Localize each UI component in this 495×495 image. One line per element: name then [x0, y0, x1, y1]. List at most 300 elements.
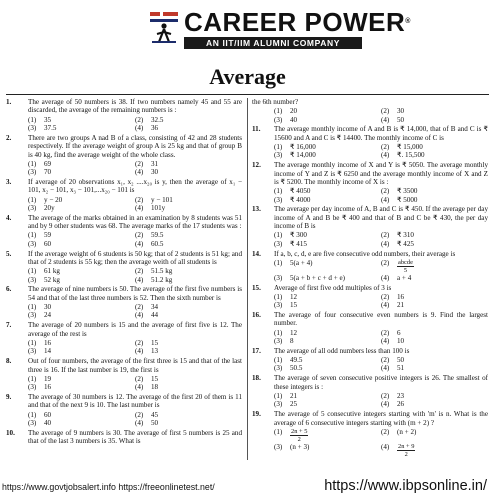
option[interactable]	[28, 160, 135, 168]
option[interactable]	[381, 301, 488, 309]
option-value: 50	[397, 115, 405, 124]
option-label: (3)	[274, 442, 283, 451]
option-value: 32.5	[151, 115, 164, 124]
option-label: (4)	[135, 383, 144, 392]
column-divider	[247, 98, 248, 460]
option[interactable]	[135, 124, 242, 132]
option[interactable]	[135, 116, 242, 124]
option-value: ₹ 415	[290, 239, 307, 248]
option-label: (2)	[381, 107, 390, 116]
option-value: 34	[151, 303, 159, 312]
question-options	[6, 375, 242, 392]
option[interactable]	[381, 400, 488, 408]
option-value: 12	[290, 292, 298, 301]
option[interactable]	[135, 347, 242, 355]
question	[6, 178, 242, 195]
option[interactable]	[135, 204, 242, 212]
question-number: 10.	[6, 428, 15, 437]
option-value: 30	[397, 107, 405, 116]
question-options	[252, 143, 488, 160]
option[interactable]	[28, 383, 135, 391]
option-value: 35	[44, 115, 52, 124]
option[interactable]	[135, 419, 242, 427]
option[interactable]	[381, 356, 488, 364]
option-label: (4)	[135, 311, 144, 320]
question-text: The average of seven consecutive positive integers is 26. The smallest of these integers is :	[274, 374, 488, 391]
option-value: ₹ 15,000	[397, 143, 423, 152]
option-label: (3)	[28, 239, 37, 248]
question-options	[252, 231, 488, 248]
option-label: (4)	[135, 347, 144, 356]
option-value: 30	[151, 168, 159, 177]
question	[6, 429, 242, 446]
option-value: 51.2 kg	[151, 275, 173, 284]
option[interactable]	[28, 419, 135, 427]
option-value: 13	[151, 347, 159, 356]
option-label: (4)	[135, 204, 144, 213]
option-value: 36	[151, 124, 159, 133]
question-number: 1.	[6, 98, 12, 106]
option-label: (3)	[28, 311, 37, 320]
option-value: 15	[151, 374, 159, 383]
question-number: 4.	[6, 213, 12, 222]
option[interactable]	[135, 311, 242, 319]
option-value: 16	[44, 338, 52, 347]
option[interactable]	[135, 411, 242, 419]
option[interactable]	[381, 107, 488, 115]
option-value: 31	[151, 159, 159, 168]
q14-options	[252, 259, 488, 282]
option-value: ₹ 4050	[290, 187, 311, 196]
option[interactable]	[28, 303, 135, 311]
option-label: (3)	[28, 383, 37, 392]
option-value: 40	[44, 418, 52, 427]
question-text: The average of 50 numbers is 38. If two numbers namely 45 and 55 are discarded, the average of the remaining numbers is :	[28, 98, 242, 115]
option[interactable]	[381, 364, 488, 372]
option-label: (3)	[274, 239, 283, 248]
option-label: (1)	[28, 374, 37, 383]
option[interactable]	[28, 339, 135, 347]
title-divider	[6, 94, 489, 95]
option-label: (1)	[28, 338, 37, 347]
question	[252, 374, 488, 391]
option-label: (1)	[274, 258, 283, 267]
option-value: 6	[397, 328, 401, 337]
option-value: 30	[44, 303, 52, 312]
option[interactable]	[28, 347, 135, 355]
option[interactable]	[381, 231, 488, 239]
option-label: (2)	[381, 143, 390, 152]
option[interactable]	[135, 303, 242, 311]
option[interactable]	[28, 196, 135, 204]
fraction-denominator: 2	[297, 435, 301, 443]
option[interactable]	[274, 329, 381, 337]
option[interactable]	[274, 337, 381, 345]
page-title: Average	[209, 64, 286, 89]
option-value: 23	[397, 391, 405, 400]
question-text: If a, b, c, d, e are five consecutive odd numbers, their average is	[274, 249, 456, 258]
question	[252, 410, 488, 427]
question-text: The average monthly income of A and B is ₹ 14,000, that of B and C is ₹ 15600 and A and C is ₹ 14400. The monthly income of C is	[274, 125, 488, 142]
option-value: ₹ 310	[397, 231, 414, 240]
question	[6, 214, 242, 231]
question-options	[6, 339, 242, 356]
question-options	[252, 329, 488, 346]
question-options	[6, 303, 242, 320]
option[interactable]	[135, 160, 242, 168]
right-questions	[252, 125, 488, 457]
question-number: 14.	[252, 249, 261, 258]
option[interactable]	[274, 364, 381, 372]
option[interactable]	[28, 116, 135, 124]
question-text: The average of 5 consecutive integers starting with 'm' is n. What is the average of 6 consecutive integers starting with (m + 2) ?	[274, 410, 488, 427]
option-label: (1)	[274, 356, 283, 365]
option-label: (2)	[381, 328, 390, 337]
question-number: 19.	[252, 410, 261, 419]
option-value: 44	[151, 311, 159, 320]
option[interactable]	[135, 276, 242, 284]
option[interactable]	[135, 383, 242, 391]
option-label: (4)	[135, 239, 144, 248]
question	[252, 311, 488, 328]
option-value: 51	[397, 364, 405, 373]
question-options	[6, 116, 242, 133]
option[interactable]	[381, 187, 488, 195]
option-label: (2)	[381, 427, 390, 436]
question-number: 18.	[252, 374, 261, 383]
career-power-logo-icon	[148, 10, 180, 44]
question	[252, 250, 488, 258]
option-value: ₹ 14,000	[290, 151, 316, 160]
option[interactable]	[381, 143, 488, 151]
option-label: (1)	[274, 427, 283, 436]
option-label: (4)	[381, 442, 390, 451]
question-text: The average of 20 numbers is 15 and the average of first five is 12. The average of the rest is	[28, 321, 242, 338]
option[interactable]	[135, 240, 242, 248]
option-value: ₹. 15,500	[397, 151, 425, 160]
option-label: (4)	[135, 418, 144, 427]
question-options	[252, 187, 488, 204]
question	[6, 285, 242, 302]
fraction-numerator: abcde	[398, 258, 413, 266]
question	[6, 250, 242, 267]
fraction-numerator: 2n + 5	[291, 427, 308, 435]
option[interactable]	[135, 267, 242, 275]
option-label: (3)	[28, 124, 37, 133]
question-options	[6, 231, 242, 248]
option-label: (2)	[135, 303, 144, 312]
q19-options	[252, 428, 488, 458]
option-label: (3)	[274, 115, 283, 124]
question	[252, 161, 488, 186]
option-label: (1)	[28, 231, 37, 240]
option-value: 8	[290, 337, 294, 346]
question	[6, 134, 242, 159]
question-text: If the average weight of 6 students is 50 kg; that of 2 students is 51 kg; and that of 2 students is 55 kg; then the average weith of all students is	[28, 249, 242, 267]
option[interactable]	[135, 168, 242, 176]
option-label: (2)	[135, 374, 144, 383]
option[interactable]	[28, 375, 135, 383]
option-label: (1)	[28, 303, 37, 312]
trademark: ®	[405, 18, 411, 25]
question-number: 16.	[252, 311, 261, 320]
question	[252, 205, 488, 230]
question-options	[6, 411, 242, 428]
option[interactable]	[381, 428, 488, 443]
option-value: 49.5	[290, 356, 303, 365]
question-options	[6, 267, 242, 284]
option[interactable]	[28, 411, 135, 419]
option[interactable]	[381, 293, 488, 301]
option-value: 50	[151, 418, 159, 427]
option-label: (4)	[381, 239, 390, 248]
question-number: 17.	[252, 346, 261, 355]
option-label: (2)	[135, 338, 144, 347]
question-number: 15.	[252, 283, 261, 292]
option-value: 45	[151, 410, 159, 419]
option-label: (1)	[28, 195, 37, 204]
q10-options	[252, 107, 488, 124]
question	[6, 98, 242, 115]
option-label: (2)	[135, 159, 144, 168]
brand-name: CAREER POWER®	[184, 7, 411, 37]
option[interactable]	[381, 274, 488, 282]
option[interactable]	[381, 259, 488, 274]
question-options	[6, 160, 242, 177]
option-value: 60	[44, 410, 52, 419]
fraction	[397, 259, 414, 274]
option-value: ₹ 16,000	[290, 143, 316, 152]
option-value: 40	[290, 115, 298, 124]
option-label: (3)	[274, 364, 283, 373]
option[interactable]	[274, 240, 381, 248]
option[interactable]	[274, 196, 381, 204]
option-value: 20	[290, 107, 298, 116]
option[interactable]	[381, 240, 488, 248]
footer-left-links[interactable]: https://www.govtjobsalert.info https://freeonlinetest.net/	[2, 482, 215, 492]
option-label: (2)	[381, 187, 390, 196]
option-label: (1)	[274, 231, 283, 240]
option-label: (2)	[135, 267, 144, 276]
option-value: 5(a + 4)	[290, 258, 313, 267]
option-label: (3)	[28, 275, 37, 284]
option[interactable]	[381, 443, 488, 458]
option-label: (2)	[381, 258, 390, 267]
question-number: 2.	[6, 133, 12, 142]
option-label: (1)	[274, 391, 283, 400]
option-label: (3)	[28, 168, 37, 177]
option[interactable]	[274, 274, 381, 282]
option[interactable]	[274, 231, 381, 239]
option-value: 50.5	[290, 364, 303, 373]
question-text: The average per day income of A, B and C is ₹ 450. If the average per day income of A and B be ₹ 400 and that of B and C be ₹ 430, the per day income of B is	[274, 205, 488, 231]
option-value: ₹ 4000	[290, 195, 311, 204]
option[interactable]	[28, 311, 135, 319]
option-label: (4)	[381, 115, 390, 124]
option-label: (2)	[135, 195, 144, 204]
question-options	[252, 392, 488, 409]
question	[252, 347, 488, 355]
option[interactable]	[381, 337, 488, 345]
option-value: 60.5	[151, 239, 164, 248]
option-label: (1)	[28, 159, 37, 168]
fraction-numerator: 2n + 9	[398, 442, 415, 450]
option-value: 37.5	[44, 124, 57, 133]
question-number: 3.	[6, 178, 12, 187]
option-value: 51.5 kg	[151, 267, 173, 276]
option-value: ₹ 3500	[397, 187, 418, 196]
option[interactable]	[28, 267, 135, 275]
option-value: 69	[44, 159, 52, 168]
option-label: (1)	[28, 267, 37, 276]
option-label: (1)	[274, 292, 283, 301]
option-value: y − 20	[44, 195, 63, 204]
right-column	[252, 98, 488, 459]
option-value: ₹ 300	[290, 231, 307, 240]
option-label: (1)	[28, 410, 37, 419]
option[interactable]	[274, 259, 381, 274]
option-label: (3)	[28, 204, 37, 213]
option-label: (3)	[28, 347, 37, 356]
option[interactable]	[28, 204, 135, 212]
option-value: 5(a + b + c + d + e)	[290, 273, 346, 282]
option-label: (3)	[274, 195, 283, 204]
option[interactable]	[274, 143, 381, 151]
option[interactable]	[274, 187, 381, 195]
option[interactable]	[135, 196, 242, 204]
footer-right-link[interactable]: https://www.ibpsonline.in/	[324, 478, 487, 494]
question-options	[6, 196, 242, 213]
option[interactable]	[28, 124, 135, 132]
option-label: (1)	[274, 328, 283, 337]
option-value: (n + 3)	[290, 442, 310, 451]
option-value: 59	[44, 231, 52, 240]
option-label: (3)	[274, 301, 283, 310]
option-value: 61 kg	[44, 267, 60, 276]
option-value: 50	[397, 356, 405, 365]
option[interactable]	[274, 356, 381, 364]
option-label: (2)	[381, 231, 390, 240]
option-value: 12	[290, 328, 298, 337]
option-label: (2)	[381, 391, 390, 400]
option-value: 21	[290, 391, 298, 400]
option[interactable]	[274, 116, 381, 124]
option[interactable]	[135, 339, 242, 347]
option-value: 25	[290, 400, 298, 409]
question	[6, 321, 242, 338]
option[interactable]	[28, 231, 135, 239]
option[interactable]	[28, 276, 135, 284]
option-label: (1)	[274, 143, 283, 152]
option-value: 60	[44, 239, 52, 248]
option-value: 16	[44, 383, 52, 392]
option-label: (4)	[381, 400, 390, 409]
question	[252, 125, 488, 142]
question	[252, 284, 488, 292]
question-text: The average of nine numbers is 50. The average of the first five numbers is 54 and that of the last three numbers is 52. Then the sixth number is	[28, 285, 242, 302]
left-column	[6, 98, 242, 446]
header	[0, 0, 495, 60]
question	[6, 357, 242, 374]
option[interactable]	[135, 375, 242, 383]
option-label: (2)	[135, 231, 144, 240]
option-value: 20y	[44, 204, 55, 213]
option-value: 24	[44, 311, 52, 320]
option[interactable]	[274, 151, 381, 159]
option-label: (3)	[274, 151, 283, 160]
question-options	[252, 356, 488, 373]
option[interactable]	[28, 240, 135, 248]
option-value: 21	[397, 301, 405, 310]
option[interactable]	[381, 196, 488, 204]
q10-continuation: the 6th number?	[252, 98, 299, 106]
option-label: (4)	[135, 168, 144, 177]
question-text: The average monthly income of X and Y is ₹ 5050. The average monthly income of Y and Z is ₹ 6250 and the average monthly income of X and Z is ₹ 5200. The monthly income of X is :	[274, 161, 488, 187]
option-value: ₹ 5000	[397, 195, 418, 204]
option-label: (2)	[135, 410, 144, 419]
option-value: (n + 2)	[397, 427, 417, 436]
option[interactable]	[274, 107, 381, 115]
option-label: (3)	[274, 273, 283, 282]
option-value: 16	[397, 292, 405, 301]
question-text: The average of the marks obtained in an examination by 8 students was 51 and by 9 other students was 68. The average marks of the 17 students was :	[28, 213, 242, 231]
option[interactable]	[381, 116, 488, 124]
option-label: (2)	[381, 292, 390, 301]
option[interactable]	[274, 293, 381, 301]
option[interactable]	[274, 400, 381, 408]
option-value: 10	[397, 337, 405, 346]
question-number: 12.	[252, 161, 261, 170]
question-text: Average of first five odd multiples of 3 is	[274, 283, 392, 292]
option-value: 26	[397, 400, 405, 409]
question-number: 9.	[6, 392, 12, 401]
option[interactable]	[274, 443, 381, 458]
option-label: (1)	[274, 107, 283, 116]
option[interactable]	[274, 392, 381, 400]
option-value: 15	[151, 338, 159, 347]
option-label: (2)	[381, 356, 390, 365]
option-label: (4)	[135, 124, 144, 133]
option-value: 18	[151, 383, 159, 392]
fraction-denominator: 2	[404, 450, 408, 458]
option[interactable]	[381, 329, 488, 337]
option-value: 101y	[151, 204, 166, 213]
question-text: The average of 30 numbers is 12. The average of the first 20 of them is 11 and that of the next 9 is 10. The last number is	[28, 392, 242, 410]
option[interactable]	[381, 151, 488, 159]
option[interactable]	[135, 231, 242, 239]
option[interactable]	[28, 168, 135, 176]
question-number: 13.	[252, 205, 261, 214]
option-label: (4)	[135, 275, 144, 284]
option[interactable]	[274, 428, 381, 443]
question-text: The average of 9 numbers is 30. The average of first 5 numbers is 25 and that of the last 3 numbers is 35. What is	[28, 428, 242, 446]
option[interactable]	[381, 392, 488, 400]
footer	[0, 470, 495, 495]
option-label: (1)	[274, 187, 283, 196]
fraction-denominator: 5	[403, 266, 408, 274]
question-number: 6.	[6, 285, 12, 294]
brand-tagline: AN IIT/IIM ALUMNI COMPANY	[184, 37, 362, 49]
question-options	[252, 293, 488, 310]
option[interactable]	[274, 301, 381, 309]
option-label: (3)	[274, 400, 283, 409]
option-value: 59.5	[151, 231, 164, 240]
fraction	[290, 428, 308, 443]
option-label: (4)	[381, 337, 390, 346]
question-text: There are two groups A nad B of a class, consisting of 42 and 28 students respectively. If the average weight of group A is 25 kg and that of group B is 40 kg, find the average weight of the whole class.	[28, 133, 242, 159]
option-label: (4)	[381, 195, 390, 204]
option-label: (3)	[28, 418, 37, 427]
